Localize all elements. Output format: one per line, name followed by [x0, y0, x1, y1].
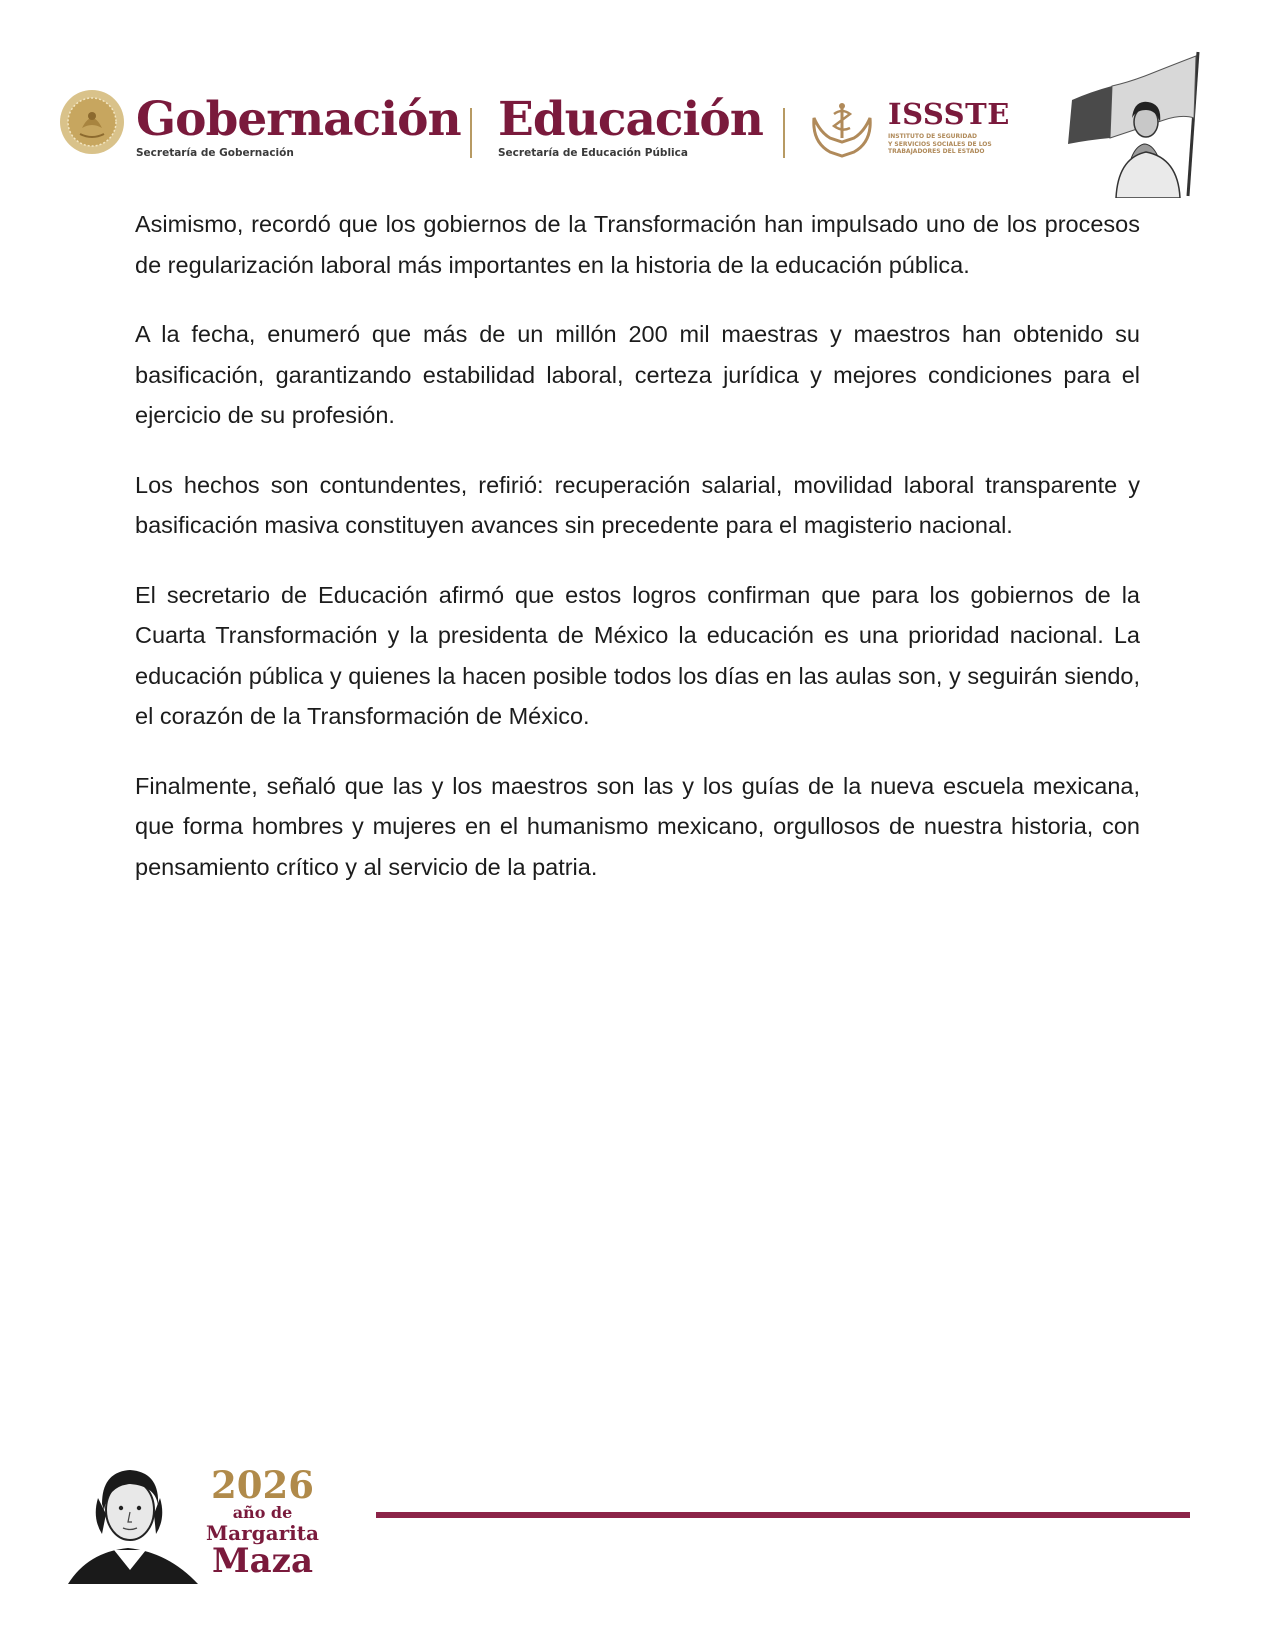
gobernacion-logo [136, 92, 461, 159]
header-divider [470, 108, 472, 158]
year-motto-line: Maza [211, 1541, 313, 1581]
issste-name: ISSSTE [888, 97, 1010, 131]
year-motto-line: Margarita [206, 1521, 319, 1545]
mexican-coat-of-arms-icon [58, 88, 126, 156]
educacion-sub: Secretaría de Educación Pública [498, 147, 688, 159]
gobernacion-name: Gobernación [136, 92, 461, 147]
gobernacion-sub: Secretaría de Gobernación [136, 147, 294, 159]
year-number: 2026 [211, 1463, 314, 1507]
paragraph: A la fecha, enumeró que más de un millón 200 mil maestras y maestros han obtenido su basificación, garantizando estabilidad laboral, certeza jurídica y mejores condiciones para el ejercicio de su profesión. [135, 321, 1140, 428]
issste-hands-icon [808, 98, 876, 160]
issste-logo [888, 97, 1010, 156]
issste-sub: INSTITUTO DE SEGURIDAD Y SERVICIOS SOCIALES DE LOS TRABAJADORES DEL ESTADO [888, 133, 992, 155]
woman-with-flag-icon [1060, 48, 1212, 198]
paragraph: El secretario de Educación afirmó que estos logros confirman que para los gobiernos de la Cuarta Transformación y la presidenta de México la educación es una prioridad nacional. La educación pública y quienes la hacen posible todos los días en las aulas son, y seguirán siendo, el corazón de la Transformación de México. [135, 581, 1140, 729]
paragraph: Asimismo, recordó que los gobiernos de la Transformación han impulsado uno de los procesos de regularización laboral más importantes en la historia de la educación pública. [135, 211, 1140, 278]
educacion-name: Educación [498, 92, 763, 147]
paragraph: Los hechos son contundentes, refirió: recuperación salarial, movilidad laboral transparente y basificación masiva constituyen avances sin precedente para el magisterio nacional. [135, 471, 1140, 538]
press-release-body [135, 204, 1140, 916]
footer-divider [376, 1512, 1190, 1518]
letterhead [0, 0, 1261, 200]
margarita-maza-portrait-icon [68, 1458, 208, 1584]
header-divider [783, 108, 785, 158]
educacion-logo [498, 92, 763, 159]
paragraph: Finalmente, señaló que las y los maestros son las y los guías de la nueva escuela mexicana, que forma hombres y mujeres en el humanismo mexicano, orgullosos de nuestra historia, con pensamiento crítico y al servicio de la patria. [135, 772, 1140, 880]
year-motto [205, 1463, 320, 1581]
year-motto-line: año de [232, 1503, 293, 1522]
